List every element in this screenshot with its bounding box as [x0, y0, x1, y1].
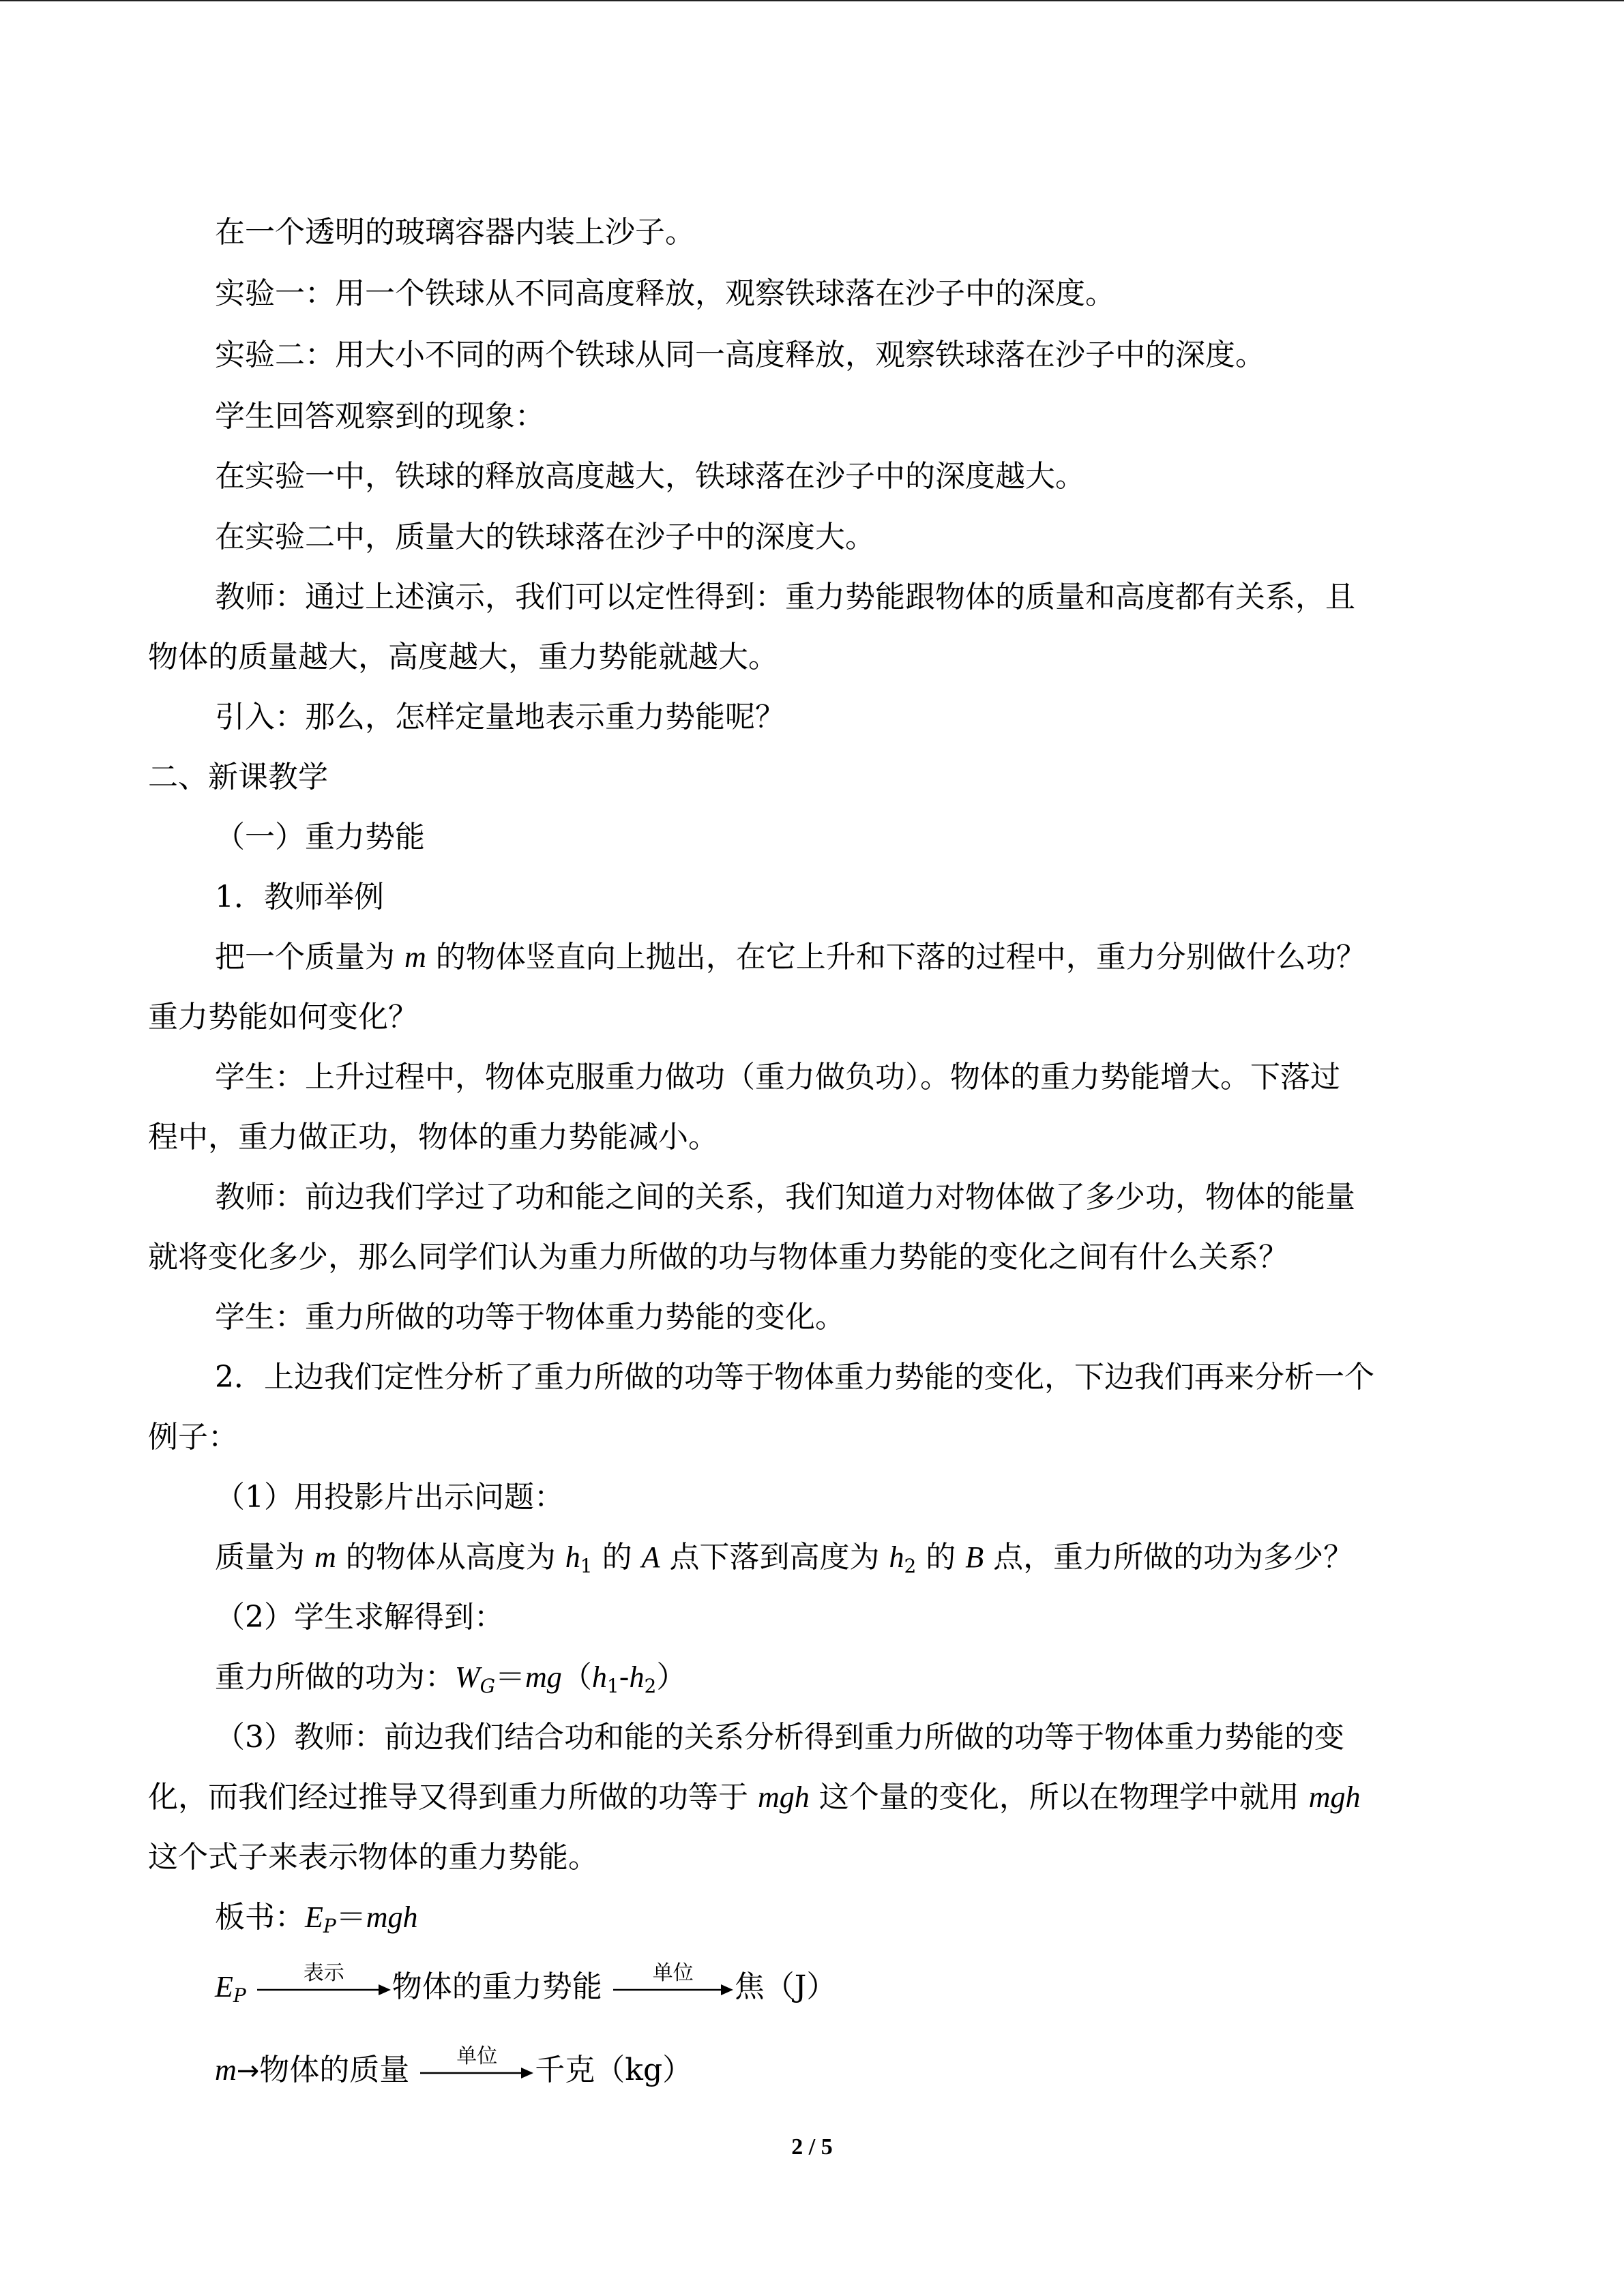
- text-span: 这个量的变化，所以在物理学中就用: [809, 1780, 1309, 1815]
- subscript: 2: [904, 1555, 917, 1577]
- equals-sign: ＝: [495, 1660, 526, 1695]
- math-var: B: [965, 1540, 984, 1574]
- paragraph-line: 引入：那么，怎样定量地表示重力势能呢？: [215, 700, 785, 734]
- labeled-arrow: [612, 1961, 735, 2008]
- paragraph-line: （2）学生求解得到：: [215, 1600, 504, 1635]
- page-number: 2 / 5: [791, 2134, 833, 2160]
- paragraph-line: 就将变化多少，那么同学们认为重力所做的功与物体重力势能的变化之间有什么关系？: [148, 1240, 1288, 1274]
- paragraph-line: 学生：上升过程中，物体克服重力做功（重力做负功）。物体的重力势能增大。下落过: [215, 1060, 1340, 1094]
- paragraph-line: 物体的质量越大，高度越大，重力势能就越大。: [148, 640, 778, 674]
- subsection-heading: 1．教师举例: [215, 880, 384, 914]
- math-var: h: [629, 1660, 645, 1694]
- text-span: 点下落到高度为: [660, 1540, 889, 1575]
- math-var: h: [591, 1660, 607, 1694]
- math-var: h: [889, 1540, 904, 1574]
- paragraph-line: 在实验一中，铁球的释放高度越大，铁球落在沙子中的深度越大。: [215, 459, 1085, 494]
- paragraph-line: 教师：通过上述演示，我们可以定性得到：重力势能跟物体的质量和高度都有关系，且: [215, 580, 1355, 614]
- text-span: 点，重力所做的功为多少？: [984, 1540, 1354, 1575]
- paragraph-line: 这个式子来表示物体的重力势能。: [148, 1840, 598, 1875]
- right-arrow-icon: →: [236, 2055, 260, 2087]
- paragraph-line: 实验一：用一个铁球从不同高度释放，观察铁球落在沙子中的深度。: [215, 276, 1115, 311]
- math-var: m: [314, 1540, 336, 1574]
- text-span: 的物体从高度为: [336, 1540, 565, 1575]
- section-heading: 二、新课教学: [148, 760, 328, 794]
- subscript: 1: [606, 1675, 619, 1697]
- arrow-label: 单位: [456, 2044, 498, 2068]
- formula-line: [215, 1657, 686, 1698]
- text-span: 的: [916, 1540, 966, 1575]
- arrow-label: 单位: [652, 1961, 694, 1985]
- equals-sign: ＝: [336, 1900, 366, 1935]
- paragraph-line: 程中，重力做正功，物体的重力势能减小。: [148, 1120, 718, 1154]
- text-span: 焦（J）: [734, 1969, 837, 2004]
- formula-line: [215, 1897, 418, 1938]
- text-span: 的物体竖直向上抛出，在它上升和下落的过程中，重力分别做什么功？: [426, 940, 1366, 974]
- right-arrow-icon: [419, 2066, 535, 2080]
- arrow-label: 表示: [303, 1961, 344, 1985]
- formula-line: [215, 1961, 837, 2008]
- text-span: 化，而我们经过推导又得到重力所做的功等于: [148, 1780, 758, 1815]
- subsection-heading: （一）重力势能: [215, 820, 425, 854]
- subscript: P: [323, 1915, 336, 1937]
- math-var: h: [565, 1540, 580, 1574]
- math-var: m: [404, 940, 426, 974]
- text-span: 板书：: [215, 1900, 305, 1935]
- minus-sign: -: [619, 1660, 630, 1695]
- paragraph-line: 例子：: [148, 1420, 238, 1455]
- labeled-arrow: [256, 1961, 392, 2008]
- paragraph-line: 学生：重力所做的功等于物体重力势能的变化。: [215, 1300, 845, 1335]
- math-var: E: [305, 1900, 323, 1934]
- math-var: m: [215, 2053, 237, 2087]
- subscript: 1: [580, 1555, 593, 1577]
- math-var: A: [641, 1540, 660, 1574]
- math-var: mgh: [758, 1780, 810, 1814]
- labeled-arrow: [419, 2044, 535, 2091]
- paragraph-line: （1）用投影片出示问题：: [215, 1480, 564, 1515]
- text-span: 物体的质量: [259, 2053, 410, 2087]
- subscript: G: [479, 1675, 496, 1697]
- math-var: E: [215, 1970, 233, 2003]
- text-span: 物体的重力势能: [392, 1969, 602, 2004]
- math-var: mgh: [366, 1900, 418, 1934]
- subscript: 2: [644, 1675, 657, 1697]
- paragraph-line: （3）教师：前边我们结合功和能的关系分析得到重力所做的功等于物体重力势能的变: [215, 1720, 1344, 1755]
- paragraph-line: [148, 1777, 1361, 1818]
- text-span: 把一个质量为: [215, 940, 404, 974]
- paragraph-line: 学生回答观察到的现象：: [215, 399, 545, 434]
- subscript: P: [233, 1984, 246, 2007]
- paragraph-line: [215, 1537, 1353, 1578]
- formula-line: [215, 2044, 693, 2091]
- paragraph-line: 教师：前边我们学过了功和能之间的关系，我们知道力对物体做了多少功，物体的能量: [215, 1180, 1355, 1214]
- paragraph-line: [215, 937, 1366, 978]
- right-arrow-icon: [256, 1983, 392, 1997]
- paragraph-line: 重力势能如何变化？: [148, 1000, 418, 1034]
- paragraph-line: 实验二：用大小不同的两个铁球从同一高度释放，观察铁球落在沙子中的深度。: [215, 338, 1265, 372]
- math-var: mgh: [1308, 1780, 1361, 1814]
- text-span: 千克（kg）: [535, 2053, 693, 2087]
- paragraph-line: 在实验二中，质量大的铁球落在沙子中的深度大。: [215, 520, 875, 554]
- text-span: 重力所做的功为：: [215, 1660, 455, 1695]
- paren: ）: [656, 1660, 687, 1695]
- paragraph-line: 在一个透明的玻璃容器内装上沙子。: [215, 215, 695, 250]
- page-top-border: [0, 0, 1624, 1]
- text-span: 质量为: [215, 1540, 314, 1575]
- math-var: mg: [525, 1660, 562, 1694]
- math-var: W: [455, 1660, 480, 1694]
- right-arrow-icon: [612, 1983, 735, 1997]
- paren: （: [561, 1660, 592, 1695]
- paragraph-line: 2．上边我们定性分析了重力所做的功等于物体重力势能的变化，下边我们再来分析一个: [215, 1360, 1374, 1395]
- text-span: 的: [592, 1540, 642, 1575]
